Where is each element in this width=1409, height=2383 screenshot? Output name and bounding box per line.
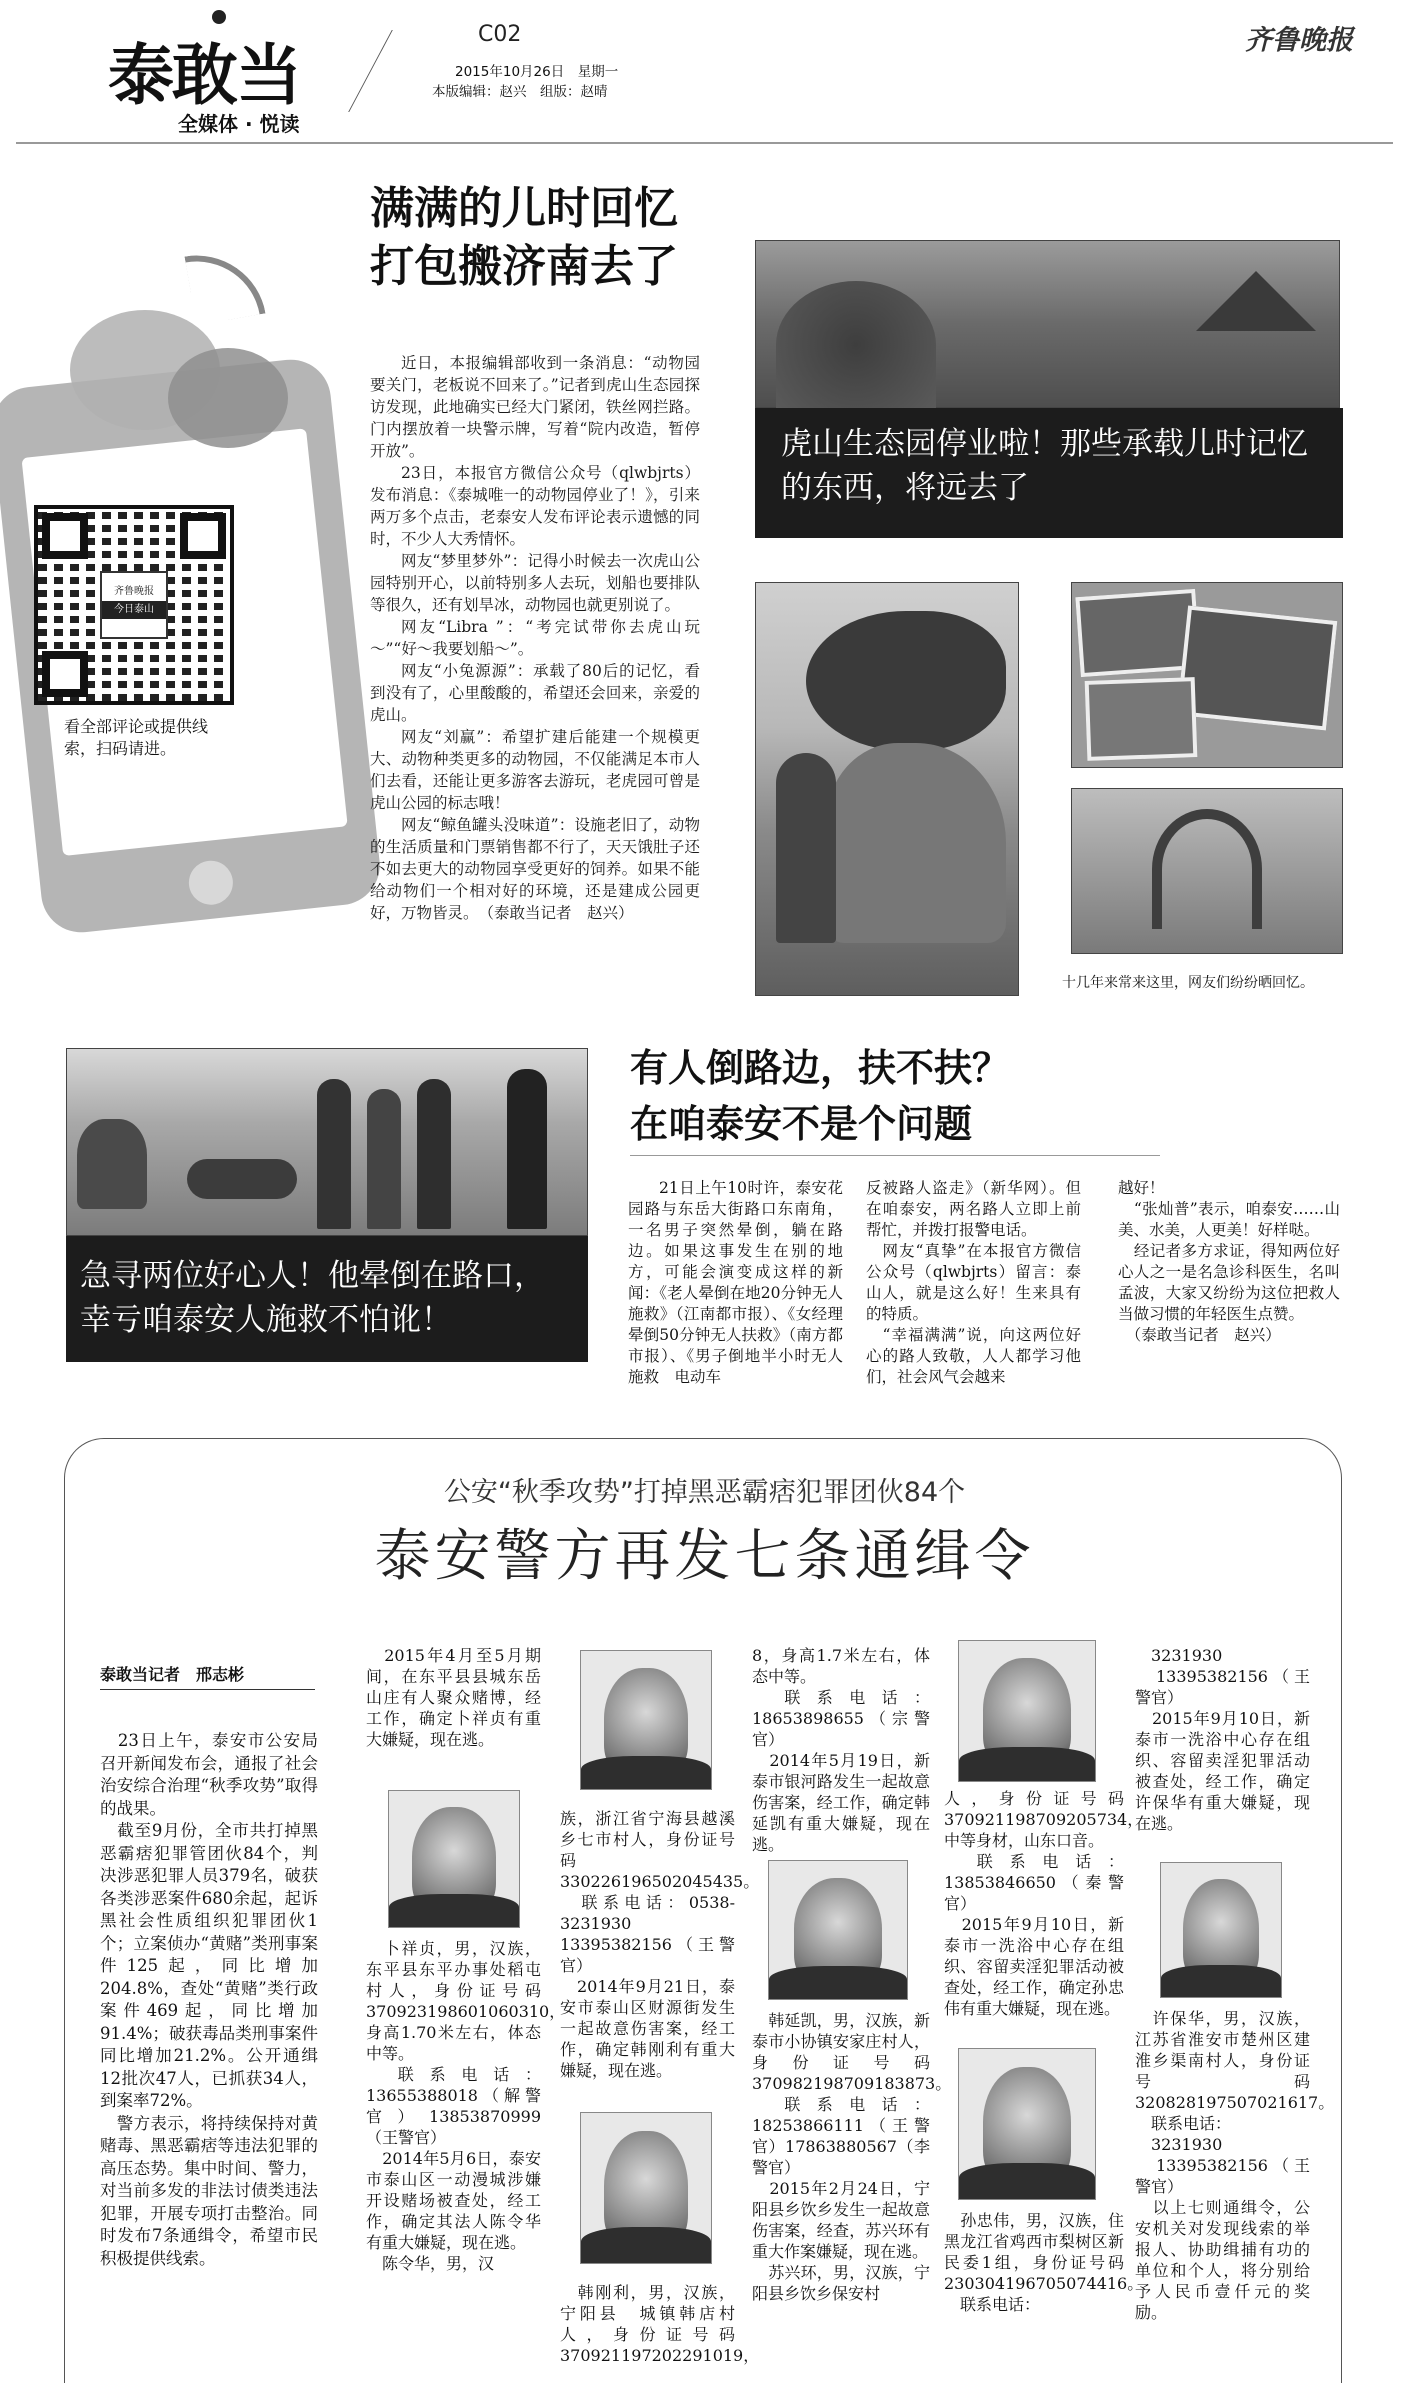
phone-home-button [187,859,235,907]
story1-paragraph: 23日，本报官方微信公众号（qlwbjrts）发布消息：《泰城唯一的动物园停业了！》，引来两万多个点击，老泰安人发布评论表示遗憾的同时，不少人大秀情怀。 [370,464,700,548]
suspect-photo-5 [958,1640,1096,1782]
gate-shape [1152,809,1262,929]
story1-paragraph: 网友“小兔源源”：承载了80后的记忆，看到没有了，心里酸酸的，希望还会回来，亲爱的虎山。 [370,662,700,724]
story3-headline: 泰安警方再发七条通缉令 [374,1524,1035,1589]
suspect-photo-2 [580,1650,712,1790]
story3-col6-top: 3231930 13395382156（王警官） 2015年9月10日，新泰市一洗浴中心存在组织、容留卖淫犯罪活动被查处，经工作，确定许保华有重大嫌疑，现在逃。 [1135,1646,1310,1833]
masthead-logo: 泰敢当 [108,37,300,114]
snapshot [1177,605,1338,730]
editor-credits: 本版编辑：赵兴 组版：赵晴 [432,84,608,100]
qr-logo-text: 今日泰山 [102,601,166,619]
person-shape [317,1079,351,1229]
park-gate-photo [1071,788,1343,954]
suspect-photo-1 [388,1790,520,1928]
qr-center-logo [100,571,168,639]
story1-paragraph: 网友“梦里梦外”：记得小时候去一次虎山公园特别开心，以前特别多人去玩，划船也要排队等很久，还有划旱冰，动物园也就更别说了。 [370,552,700,614]
story3-kicker: 公安“秋季攻势”打掉黑恶霸痞犯罪团伙84个 [443,1477,966,1508]
suspect-photo-3 [580,2112,712,2264]
qr-finder [42,513,88,559]
story1-paragraph: 网友“鲸鱼罐头没味道”：设施老旧了，动物的生活质量和门票销售都不行了，天天饿肚子还不如去更大的动物园享受更好的饲养。如果不能给动物们一个相对好的环境，还是建成公园更好，万物皆灵。 （泰敢当记者 赵兴） [370,816,700,922]
person-shape [187,1159,297,1199]
masthead-rule [16,142,1393,144]
pavilion-shape [1196,271,1316,331]
snapshot [1085,677,1198,761]
story1-headline [370,180,678,296]
suspect-photo-4 [768,1860,908,2000]
memory-photo-collage [1071,582,1343,768]
story2-col3: 越好！ “张灿普”表示，咱泰安……山美、水美，人更美！好样哒。 经记者多方求证，得知两位好心人之一是名急诊科医生，名叫孟波，大家又纷纷为这位把救人当做习惯的年轻医生点赞。 （泰敢当记者 赵兴） [1118,1179,1340,1344]
page-number: C02 [478,22,522,47]
tree-shape [776,281,936,409]
person-shape [776,753,836,943]
person-shape [417,1079,451,1229]
story3-col6-bottom: 许保华，男，汉族，江苏省淮安市楚州区建淮乡渠南村人，身份证号码320828197507021617。 联系电话： 3231930 13395382156（王警官） 以上七则通缉令，公安机关对发现线索的举报人、协助缉捕有功的单位和个人，将分别给予人民币壹仟元的奖励。 [1135,2009,1335,2322]
issue-date: 2015年10月26日 星期一 [455,64,619,80]
shoulders-shape [389,1894,519,1927]
headline-line: 在咱泰安不是个问题 [630,1102,973,1146]
story1-paragraph: 网友“Libra ”：“考完试带你去虎山玩～”“好～我要划船～”。 [370,618,700,658]
qr-finder [42,651,88,697]
story3-col5-top: 人，身份证号码370921198709205734，中等身材，山东口音。 联系电话：13853846650（秦警官） 2015年9月10日，新泰市一洗浴中心存在组织、容留卖淫犯罪活动被查处，经工作，确定孙忠伟有重大嫌疑，现在逃。 [944,1789,1144,2018]
story3-col4-top: 8，身高1.7米左右，体态中等。 联系电话：18653898655（宗警官） 2014年5月19日，新泰市银河路发生一起故意伤害案，经工作，确定韩延凯有重大嫌疑，现在逃。 [752,1646,930,1854]
story3-col2-bottom: 卜祥贞，男，汉族，东平县东平办事处稻屯村人，身份证号码370923198601060310，身高1.70米左右，体态中等。 联系电话：13655388018（解警官）13853870999（王警官） 2014年5月6日，泰安市泰山区一动漫城涉嫌开设赌场被查处，经工作，确定其法人陈令华有重大嫌疑，现在逃。 陈令华，男，汉 [366,1939,566,2273]
paper-name: 齐鲁晚报 [1245,25,1353,56]
story3-col5-bottom: 孙忠伟，男，汉族，住黑龙江省鸡西市梨树区新民委1组，身份证号码230304196705074416。 联系电话： [944,2211,1144,2314]
story1-photo-caption: 虎山生态园停业啦！那些承载儿时记忆的东西，将远去了 [755,408,1343,538]
qr-finder [180,513,226,559]
story1-body [370,352,700,1012]
tiger-statue-photo [755,582,1019,996]
person-shape [367,1089,401,1229]
story2-col1: 21日上午10时许，泰安花园路与东岳大街路口东南角，一名男子突然晕倒，躺在路边。如果这事发生在别的地方，可能会演变成这样的新闻：《老人晕倒在地20分钟无人施救》（江南都市报）、《女经理晕倒50分钟无人扶救》（南方都市报）、《男子倒地半小时无人施救 电动车 [628,1179,843,1386]
masthead-divider [348,30,393,112]
rescue-photo [66,1048,588,1236]
story2-headline [630,1040,1010,1152]
story1-paragraph: 网友“刘赢”：希望扩建后能建一个规模更大、动物种类更多的动物园，不仅能满足本市人们去看，还能让更多游客去游玩，老虎园可曾是虎山公园的标志哦！ [370,728,700,812]
shoulders-shape [581,2227,711,2263]
chat-bubble-icon [168,348,288,448]
story1-paragraph: 近日，本报编辑部收到一条消息：“动物园要关门，老板说不回来了。”记者到虎山生态园探访发现，此地确实已经大门紧闭，铁丝网拦路。门内摆放着一块警示牌，写着“院内改造，暂停开放”。 [370,354,700,460]
suspect-photo-6 [958,2048,1096,2200]
story3-col1: 23日上午，泰安市公安局召开新闻发布会，通报了社会治安综合治理“秋季攻势”取得的战果。 截至9月份，全市共打掉黑恶霸痞犯罪管团伙84个，判决涉恶犯罪人员379名，破获各类涉恶案件680余起，起诉黑社会性质组织犯罪团伙1个；立案侦办“黄赌”类刑事案件125起，同比增加204.8%，查处“黄赌”类行政案件469起，同比增加91.4%；破获毒品类刑事案件同比增加21.2%。公开通缉12批次47人，已抓获34人，到案率72%。 警方表示，将持续保持对黄赌毒、黑恶霸痞等违法犯罪的高压态势。集中时间、警力，对当前多发的非法讨债类违法犯罪，开展专项打击整治。同时发布7条通缉令，希望市民积极提供线索。 [100,1731,318,2268]
logo-dot-icon [212,10,226,24]
wifi-signal-icon [184,244,265,325]
rock-shape [826,743,1006,943]
story3-col4-bottom: 韩延凯，男，汉族，新泰市小协镇安家庄村人，身份证号码370982198709183873。 联系电话：18253866111（王警官）17863880567（李警官） 2015年2月24日，宁阳县乡饮乡发生一起故意伤害案，经查，苏兴环有重大作案嫌疑，现在逃。 苏兴环，男，汉族，宁阳县乡饮乡保安村 [752,2011,952,2303]
qr-caption: 看全部评论或提供线索，扫码请进。 [64,717,209,758]
shoulders-shape [959,1747,1095,1781]
suspect-photo-7 [1160,1862,1282,1998]
shoulders-shape [959,2163,1095,2199]
scooter-shape [77,1119,147,1209]
tiger-statue-shape [806,611,1006,751]
story2-photo-caption: 急寻两位好心人！他晕倒在路口，幸亏咱泰安人施救不怕讹！ [66,1236,588,1362]
story3-col2-top: 2015年4月至5月期间，在东平县县城东岳山庄有人聚众赌博，经工作，确定卜祥贞有重大嫌疑，现在逃。 [366,1646,541,1749]
qr-code[interactable] [34,505,234,705]
masthead [0,0,1409,150]
story3-col3-mid: 族，浙江省宁海县越溪乡七市村人，身份证号码330226196502045435。 联系电话：0538-3231930 13395382156（王警官） 2014年9月21日，泰安市泰山区财源街发生一起故意伤害案，经工作，确定韩刚利有重大嫌疑，现在逃。 [560,1809,760,2080]
story3-byline: 泰敢当记者 邢志彬 [100,1662,315,1690]
qr-logo-text: 齐鲁晚报 [114,586,154,597]
story2-underline [630,1155,1160,1156]
headline-line: 满满的儿时回忆 [370,183,678,234]
tiger-park-photo [755,240,1340,408]
shoulders-shape [581,1756,711,1789]
headline-line: 有人倒路边，扶不扶？ [630,1046,1011,1090]
gallery-caption: 十几年来常来这里，网友们纷纷晒回忆。 [1062,975,1314,991]
headline-line: 打包搬济南去了 [370,241,678,292]
shoulders-shape [1161,1965,1281,1997]
person-shape [507,1069,547,1229]
story2-col2: 反被路人盗走》（新华网）。但在咱泰安，两名路人立即上前帮忙，并拨打报警电话。 网友“真挚”在本报官方微信公众号（qlwbjrts）留言：泰山人，就是这么好！生来具有的特质。 “幸福满满”说，向这两位好心的路人致敬，人人都学习他们，社会风气会越来 [866,1179,1081,1386]
shoulders-shape [769,1966,907,1999]
story3-col3-bottom: 韩刚利，男，汉族，宁阳县 城镇韩店村人，身份证号码370921197202291019， [560,2283,760,2365]
masthead-slogan: 全媒体 · 悦读 [178,112,300,136]
